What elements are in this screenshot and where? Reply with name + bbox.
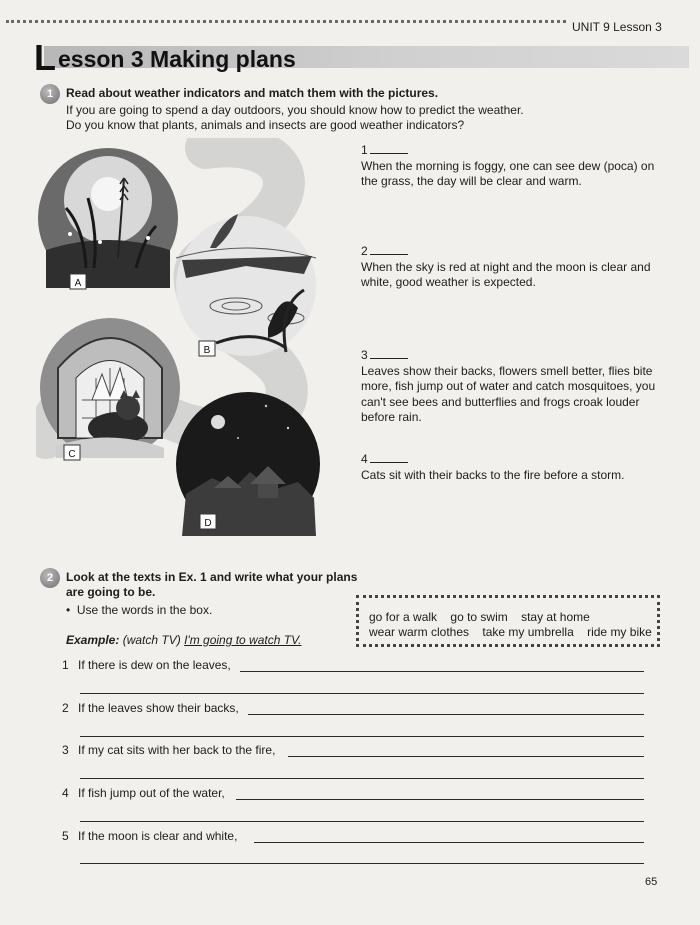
question-text: If my cat sits with her back to the fire, xyxy=(78,743,276,757)
question-text: If there is dew on the leaves, xyxy=(78,658,231,672)
word-box-phrase: take my umbrella xyxy=(482,625,574,639)
intro-line-2: Do you know that plants, animals and insects are good weather indicators? xyxy=(66,118,465,132)
question-text: If the moon is clear and white, xyxy=(78,829,238,843)
word-box-phrase: go to swim xyxy=(450,610,508,624)
indicator-item-4 xyxy=(361,452,661,483)
picture-d-night-village xyxy=(176,392,320,536)
answer-line[interactable] xyxy=(80,778,644,779)
example-label: Example: xyxy=(66,633,120,647)
item-number: 1 xyxy=(361,143,368,157)
item-text: When the sky is red at night and the moon is clear and white, good weather is expected. xyxy=(361,259,651,289)
answer-line[interactable] xyxy=(248,714,644,715)
bullet-text: Use the words in the box. xyxy=(76,603,213,617)
question-number: 4 xyxy=(62,786,69,800)
question-2 xyxy=(62,701,239,715)
answer-line[interactable] xyxy=(80,863,644,864)
word-box xyxy=(356,595,660,647)
answer-blank[interactable] xyxy=(370,143,408,154)
question-3 xyxy=(62,743,275,757)
question-number: 1 xyxy=(62,658,69,672)
answer-line[interactable] xyxy=(236,799,644,800)
item-number: 2 xyxy=(361,244,368,258)
picture-c-label: C xyxy=(68,449,76,460)
item-text: When the morning is foggy, one can see dew (роса) on the grass, the day will be clear and warm. xyxy=(361,158,655,188)
answer-blank[interactable] xyxy=(370,452,408,463)
answer-line[interactable] xyxy=(80,736,644,737)
answer-blank[interactable] xyxy=(370,348,408,359)
header-dotted-rule xyxy=(6,20,566,23)
picture-b-fish-pond xyxy=(176,214,316,356)
answer-line[interactable] xyxy=(288,756,644,757)
word-box-phrase: wear warm clothes xyxy=(369,625,470,639)
indicator-item-1 xyxy=(361,143,661,190)
answer-line[interactable] xyxy=(254,842,644,843)
picture-d-label: D xyxy=(204,518,212,529)
answer-blank[interactable] xyxy=(370,244,408,255)
picture-a-morning-plants xyxy=(38,148,178,288)
question-number: 3 xyxy=(62,743,69,757)
example-answer: I'm going to watch TV. xyxy=(184,633,302,647)
exercise-1-badge: 1 xyxy=(40,84,60,104)
item-number: 3 xyxy=(361,348,368,362)
question-text: If fish jump out of the water, xyxy=(78,786,225,800)
exercise-1-intro xyxy=(66,103,566,133)
picture-b-label: B xyxy=(203,345,211,356)
question-5 xyxy=(62,829,237,843)
indicator-item-2 xyxy=(361,244,661,291)
indicator-item-3 xyxy=(361,348,661,426)
page-number: 65 xyxy=(645,876,658,888)
bullet-dot-icon: • xyxy=(66,603,71,617)
example-line xyxy=(66,633,302,647)
item-text: Leaves show their backs, flowers smell better, flies bite more, fish jump out of water and catch mosquitoes, you can't see bees and butterflies and frogs croak louder before rain. xyxy=(361,363,656,424)
word-box-phrase: go for a walk xyxy=(369,610,438,624)
bullet-instruction xyxy=(66,603,212,617)
weather-illustrations xyxy=(36,138,356,538)
question-4 xyxy=(62,786,225,800)
intro-line-1: If you are going to spend a day outdoors, you should know how to predict the weather. xyxy=(66,103,524,117)
picture-a-label: A xyxy=(74,278,82,289)
answer-line[interactable] xyxy=(240,671,644,672)
example-prompt: (watch TV) xyxy=(122,633,181,647)
exercise-1-instruction: Read about weather indicators and match them with the pictures. xyxy=(66,86,439,100)
instruction-line-2: are going to be. xyxy=(66,585,156,599)
unit-lesson-header: UNIT 9 Lesson 3 xyxy=(572,20,662,34)
item-number: 4 xyxy=(361,452,368,466)
answer-line[interactable] xyxy=(80,693,644,694)
word-box-phrase: ride my bike xyxy=(587,625,652,639)
instruction-line-1: Look at the texts in Ex. 1 and write what your plans xyxy=(66,570,358,584)
question-number: 5 xyxy=(62,829,69,843)
title-initial: L xyxy=(34,37,56,78)
answer-line[interactable] xyxy=(80,821,644,822)
picture-c-cat-fireplace xyxy=(40,318,180,458)
question-1 xyxy=(62,658,231,672)
lesson-title: esson 3 Making plans xyxy=(58,46,296,72)
item-text: Cats sit with their backs to the fire before a storm. xyxy=(361,467,625,482)
question-number: 2 xyxy=(62,701,69,715)
exercise-2-badge: 2 xyxy=(40,568,60,588)
word-box-phrase: stay at home xyxy=(521,610,590,624)
question-text: If the leaves show their backs, xyxy=(78,701,239,715)
exercise-2-instruction xyxy=(66,570,357,600)
